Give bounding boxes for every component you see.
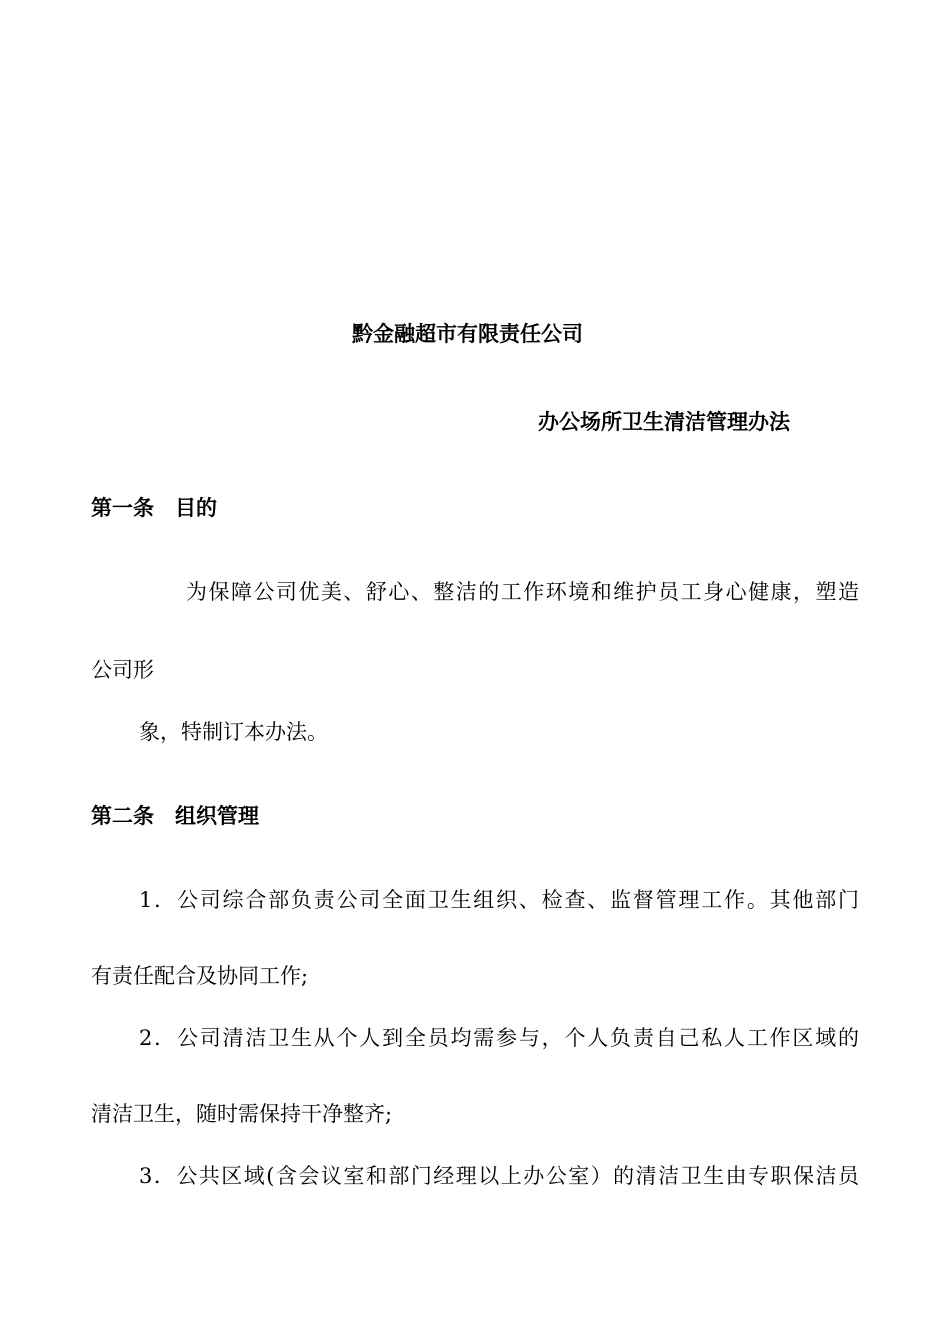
paragraph-line: 象，特制订本办法。 — [139, 720, 328, 744]
paragraph-line: 3．公共区域(含会议室和部门经理以上办公室）的清洁卫生由专职保洁员 — [139, 1164, 859, 1188]
company-name: 黔金融超市有限责任公司 — [352, 322, 583, 346]
paragraph-line: 2．公司清洁卫生从个人到全员均需参与，个人负责自己私人工作区域的 — [139, 1026, 859, 1050]
paragraph-line: 有责任配合及协同工作; — [91, 964, 309, 988]
paragraph-line: 清洁卫生，随时需保持干净整齐; — [91, 1102, 393, 1126]
paragraph-line: 1．公司综合部负责公司全面卫生组织、检查、监督管理工作。其他部门 — [139, 888, 859, 912]
section-2-heading: 第二条 组织管理 — [91, 804, 259, 828]
paragraph-line: 为保障公司优美、舒心、整洁的工作环境和维护员工身心健康，塑造 — [186, 580, 859, 604]
paragraph-line: 公司形 — [91, 658, 154, 682]
section-1-heading: 第一条 目的 — [91, 496, 217, 520]
document-title: 办公场所卫生清洁管理办法 — [538, 410, 790, 434]
